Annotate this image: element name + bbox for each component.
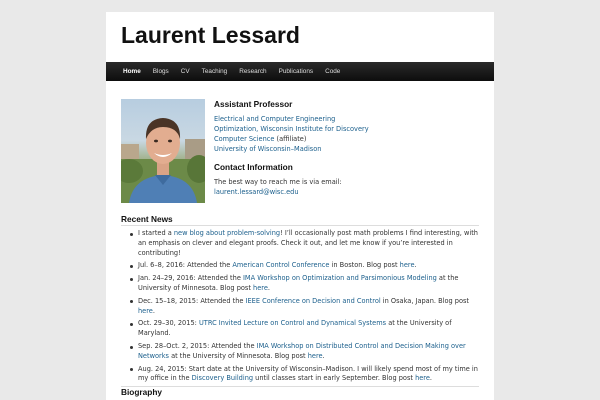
main-nav [106,62,494,81]
wid-link[interactable]: Optimization, Wisconsin Institute for Discovery [214,125,369,133]
site-title[interactable]: Laurent Lessard [121,22,300,48]
nav-code[interactable]: Code [325,68,341,75]
biography-divider-top [121,386,479,387]
news-heading: Recent News [121,214,173,224]
news-link[interactable]: Discovery Building [191,374,254,383]
news-link[interactable]: new blog about problem-solving [173,229,281,237]
uw-link[interactable]: University of Wisconsin–Madison [214,145,322,153]
news-item: Jul. 6–8, 2016: Attended the American Control Conference in Boston. Blog post here. [138,261,481,271]
position-title: Assistant Professor [214,99,293,109]
contact-text: The best way to reach me is via email: [214,178,342,186]
news-link[interactable]: IEEE Conference on Decision and Control [245,296,381,305]
affiliation-list [214,114,484,154]
biography-heading: Biography [121,387,163,397]
email-link[interactable]: laurent.lessard@wisc.edu [214,188,299,196]
page-container [106,12,494,400]
cs-link[interactable]: Computer Science [214,135,275,143]
news-list [121,229,481,387]
portrait-illustration [121,99,205,203]
news-link[interactable]: IMA Workshop on Optimization and Parsimonious Modeling [242,274,437,283]
news-item: Oct. 29–30, 2015: UTRC Invited Lecture on Control and Dynamical Systems at the University of Maryland. [138,319,481,339]
dept-link[interactable]: Electrical and Computer Engineering [214,115,336,123]
news-link[interactable]: IMA Workshop on Distributed Control and Decision Making over Networks [138,341,466,360]
contact-heading: Contact Information [214,162,293,172]
blog-post-link[interactable]: here [307,351,323,360]
blog-post-link[interactable]: here [399,261,415,270]
blog-post-link[interactable]: here [415,374,430,383]
news-link[interactable]: American Control Conference [232,261,330,270]
nav-blogs[interactable]: Blogs [152,68,169,75]
blog-post-link[interactable]: here [138,306,153,315]
news-item: Aug. 24, 2015: Start date at the University of Wisconsin–Madison. I will likely spend most of my time in my office in the Discovery Building until classes start in early September. Blog post here. [138,365,481,385]
nav-cv[interactable]: CV [180,68,190,75]
nav-publications[interactable]: Publications [278,68,314,75]
contact-block [214,177,484,197]
nav-home[interactable]: Home [123,68,141,75]
blog-post-link[interactable]: here [253,283,268,292]
news-link[interactable]: UTRC Invited Lecture on Control and Dynamical Systems [198,319,387,328]
news-item: I started a new blog about problem-solving! I’ll occasionally post math problems I find interesting, with an emphasis on clever and elegant proofs. Check it out, and let me know if you’re interested in contributing! [138,229,481,258]
cs-affiliate-note: (affiliate) [274,135,307,143]
news-item: Dec. 15–18, 2015: Attended the IEEE Conference on Decision and Control in Osaka, Japan. Blog post here. [138,297,481,317]
profile-info [214,99,484,197]
news-item: Sep. 28–Oct. 2, 2015: Attended the IMA Workshop on Distributed Control and Decision Making over Networks at the University of Minnesota. Blog post here. [138,342,481,362]
nav-teaching[interactable]: Teaching [201,68,228,75]
portrait-photo [121,99,205,203]
nav-research[interactable]: Research [239,68,267,75]
news-divider [121,225,479,226]
news-item: Jan. 24–29, 2016: Attended the IMA Workshop on Optimization and Parsimonious Modeling at the University of Minnesota. Blog post here. [138,274,481,294]
